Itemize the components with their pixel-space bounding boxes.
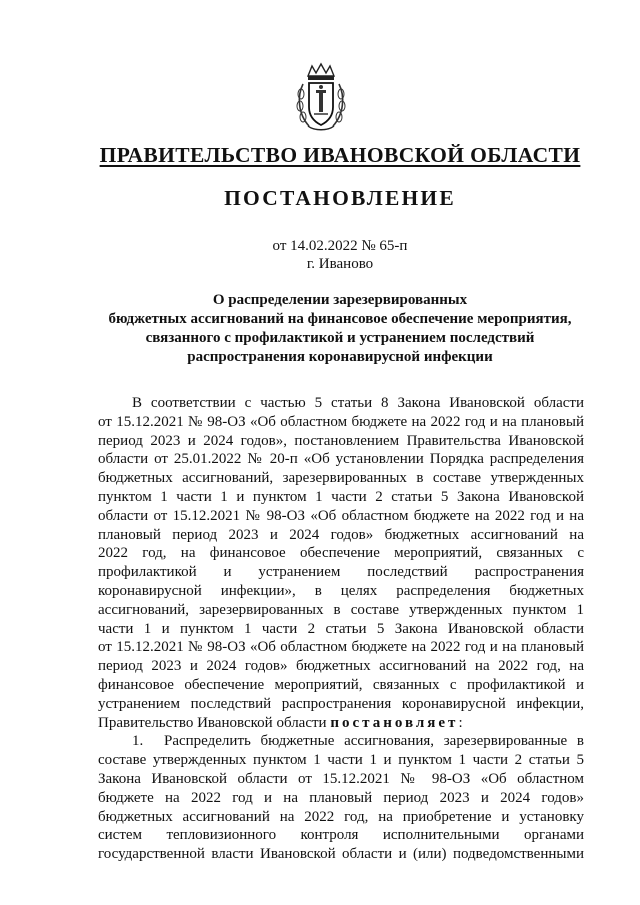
decree-colon: :: [458, 714, 463, 731]
document-date-number: от 14.02.2022 № 65-п: [272, 238, 408, 254]
preamble-line: плановый период 2023 и 2024 годов» бюджетных ассигнований на: [98, 526, 584, 543]
item-1-line: бюджетных ассигнований на 2022 год, на приобретение и установку: [98, 808, 584, 825]
subject-line: О распределении зарезервированных: [212, 292, 468, 308]
subject-line: бюджетных ассигнований на финансовое обеспечение мероприятия,: [108, 311, 572, 327]
preamble-line: коронавирусной инфекции», в целях распределения бюджетных: [98, 582, 584, 599]
preamble-line: пунктом 1 части 1 и пунктом 1 части 2 статьи 5 Закона Ивановской: [98, 488, 584, 505]
preamble-line: профилактикой и устранением последствий распространения: [98, 564, 584, 581]
preamble-line: ассигнований, зарезервированных в составе утвержденных пунктом 1: [98, 601, 584, 618]
subject-line: связанного с профилактикой и устранением последствий: [145, 330, 535, 346]
item-1-line: государственной власти Ивановской области и (или) подведомственными: [98, 846, 584, 863]
preamble-line: области от 25.01.2022 № 20-п «Об установлении Порядка распределения: [98, 451, 584, 468]
document-subject: [70, 291, 610, 367]
preamble-line: от 15.12.2021 № 98-ОЗ «Об областном бюджете на 2022 год и на плановый: [98, 639, 584, 656]
item-1-line: бюджете на 2022 год и на плановый период 2023 и 2024 годов»: [98, 789, 584, 806]
preamble-line: финансовое обеспечение мероприятий, связанных с профилактикой и: [98, 676, 584, 693]
decree-word: постановляет: [330, 714, 459, 731]
subject-line: распространения коронавирусной инфекции: [187, 349, 493, 365]
document-type: ПОСТАНОВЛЕНИЕ: [224, 186, 456, 210]
preamble-line: 2022 год, на финансовое обеспечение мероприятий, связанных с: [98, 545, 584, 562]
preamble-line: устранением последствий распространения коронавирусной инфекции,: [98, 695, 584, 712]
document-city: г. Иваново: [306, 256, 374, 272]
item-1-line: систем тепловизионного контроля исполнительными органами: [98, 827, 584, 844]
preamble-line: В соответствии с частью 5 статьи 8 Закона Ивановской области: [132, 395, 584, 411]
item-1-first-text: Распределить бюджетные ассигнования, зарезервированные в: [164, 733, 584, 750]
item-1-line: Закона Ивановской области от 15.12.2021 № 98-ОЗ «Об областном: [98, 770, 584, 787]
preamble-line: части 1 и пунктом 1 части 2 статьи 5 Закона Ивановской области: [98, 620, 584, 637]
preamble-closing-line: [98, 714, 584, 733]
item-1-first-line: [98, 732, 584, 751]
preamble-line: период 2023 и 2024 годов», постановлением Правительства Ивановской: [98, 432, 584, 449]
document-body: [98, 394, 584, 864]
item-1-line: составе утвержденных пунктом 1 части 1 и пунктом 1 части 2 статьи 5: [98, 752, 584, 769]
government-title: ПРАВИТЕЛЬСТВО ИВАНОВСКОЙ ОБЛАСТИ: [99, 143, 581, 167]
preamble-line: период 2023 и 2024 годов» бюджетных ассигнований на 2022 год, на: [98, 658, 584, 675]
preamble-line: от 15.12.2021 № 98-ОЗ «Об областном бюджете на 2022 год и на плановый: [98, 413, 584, 430]
preamble-closing-text: Правительство Ивановской области: [98, 714, 327, 731]
preamble-line: бюджетных ассигнований, зарезервированных в составе утвержденных: [98, 470, 584, 487]
coat-of-arms-icon: [294, 62, 348, 134]
preamble-line: области от 15.12.2021 № 98-ОЗ «Об областном бюджете на 2022 год и на: [98, 507, 584, 524]
item-1-number: 1.: [132, 733, 144, 750]
